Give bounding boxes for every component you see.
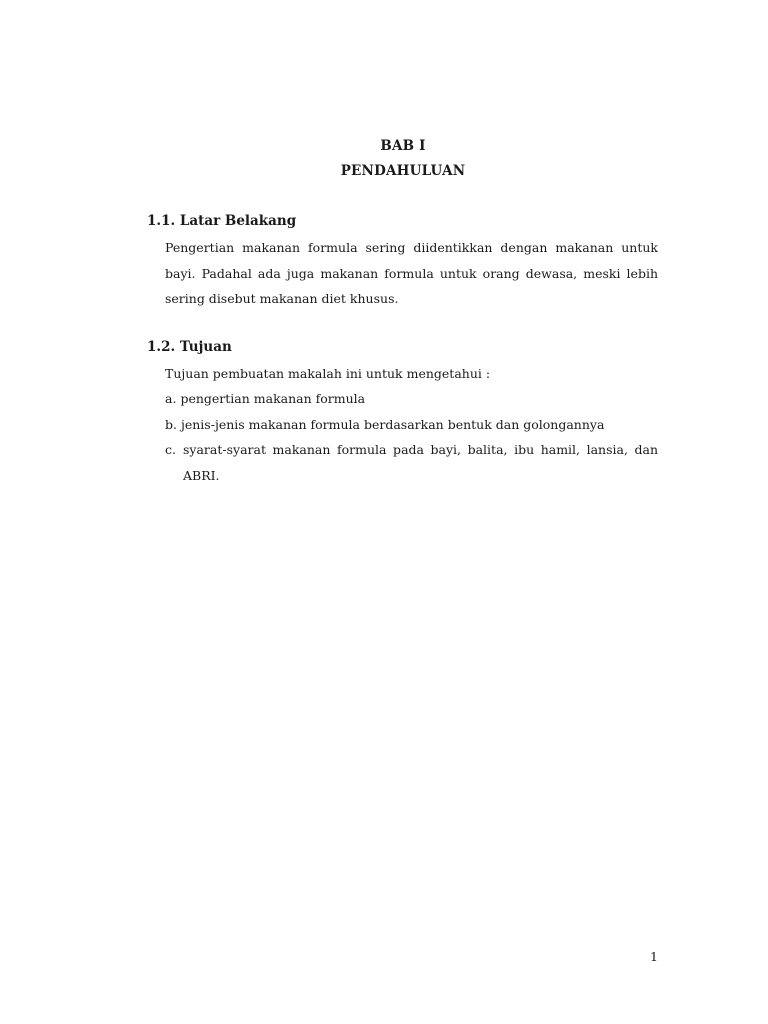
- section-heading-background: 1.1. Latar Belakang: [147, 213, 297, 229]
- list-item: [165, 412, 658, 438]
- list-item-text: pengertian makanan formula: [180, 391, 366, 406]
- chapter-number: BAB I: [380, 138, 426, 154]
- objectives-list: [165, 386, 658, 488]
- list-item-text: jenis-jenis makanan formula berdasarkan bentuk dan golongannya: [180, 416, 605, 432]
- list-item-text: syarat-syarat makanan formula pada bayi, balita, ibu hamil, lansia, dan ABRI.: [183, 442, 658, 483]
- list-item-marker: a.: [165, 391, 177, 406]
- list-item: [165, 386, 658, 412]
- list-item-marker: b.: [165, 416, 177, 432]
- list-item: [165, 437, 658, 488]
- section-heading-objectives: 1.2. Tujuan: [147, 339, 232, 355]
- list-item-marker: c.: [165, 442, 176, 457]
- background-paragraph: Pengertian makanan formula sering diidentikkan dengan makanan untuk bayi. Padahal ada juga makanan formula untuk orang dewasa, meski lebih sering disebut makanan diet khusus.: [165, 240, 658, 306]
- chapter-title: PENDAHULUAN: [340, 163, 466, 179]
- page-number: 1: [650, 949, 658, 964]
- objectives-intro: Tujuan pembuatan makalah ini untuk mengetahui :: [165, 366, 491, 381]
